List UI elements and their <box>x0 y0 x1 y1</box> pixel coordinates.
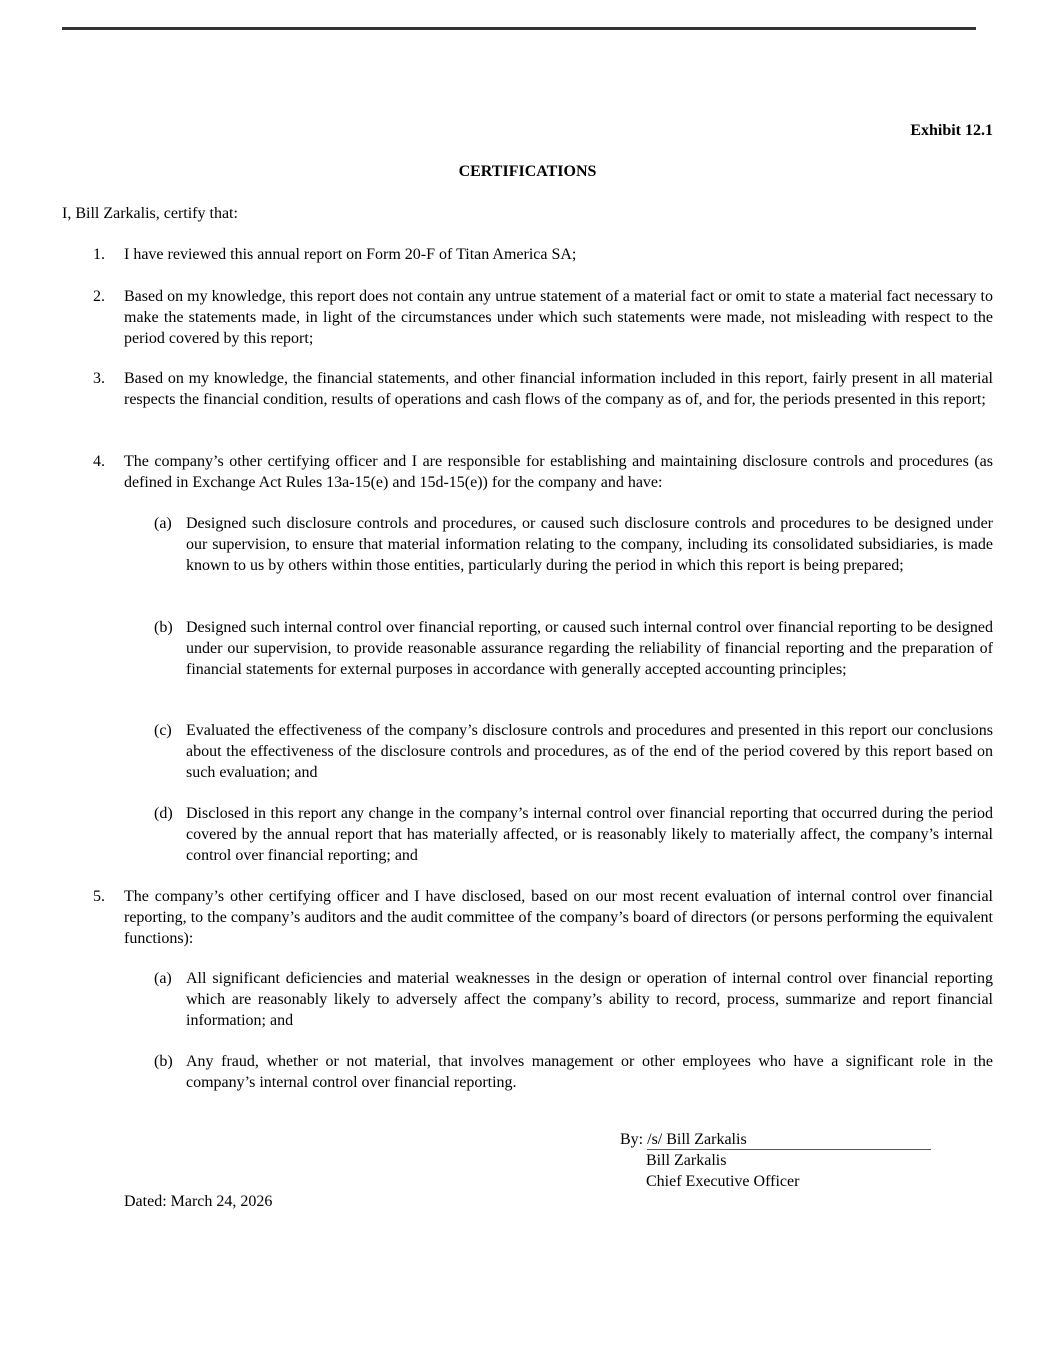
item-text: The company’s other certifying officer and I are responsible for establishing and maintaining disclosure controls and procedures (as defined in Exchange Act Rules 13a-15(e) and 15d-15(e)) for the company and have: <box>124 453 993 491</box>
item-text: The company’s other certifying officer and I have disclosed, based on our most recent evaluation of internal control over financial reporting, to the company’s auditors and the audit committee of the company’s board of directors (or persons performing the equivalent functions): <box>124 888 993 947</box>
subitem-4c <box>154 721 993 783</box>
top-divider <box>62 27 976 30</box>
item-text: I have reviewed this annual report on Form 20-F of Titan America SA; <box>124 246 577 263</box>
subitem-4b <box>154 618 993 680</box>
subitem-label: (a) <box>154 970 172 987</box>
subitem-text: Designed such internal control over financial reporting, or caused such internal control over financial reporting to be designed under our supervision, to provide reasonable assurance regarding the reliability of financial reporting and the preparation of financial statements for external purposes in accordance with generally accepted accounting principles; <box>186 619 993 678</box>
subitem-4d <box>154 804 993 866</box>
signatory-name: Bill Zarkalis <box>646 1152 727 1169</box>
item-number: 4. <box>93 453 105 470</box>
subitem-label: (b) <box>154 1053 173 1070</box>
item-text: Based on my knowledge, this report does not contain any untrue statement of a material fact or omit to state a material fact necessary to make the statements made, in light of the circumstances under which such statements were made, not misleading with respect to the period covered by this report; <box>124 288 993 347</box>
date-line: Dated: March 24, 2026 <box>124 1193 273 1210</box>
item-number: 5. <box>93 888 105 905</box>
subitem-5a <box>154 969 993 1031</box>
intro-statement: I, Bill Zarkalis, certify that: <box>62 205 238 222</box>
item-number: 3. <box>93 370 105 387</box>
subitem-text: Disclosed in this report any change in the company’s internal control over financial reporting that occurred during the period covered by the annual report that has materially affected, or is reasonably likely to materially affect, the company’s internal control over financial reporting; and <box>186 805 993 864</box>
certification-item-3 <box>93 369 993 411</box>
exhibit-number: Exhibit 12.1 <box>910 122 993 139</box>
item-text: Based on my knowledge, the financial statements, and other financial information included in this report, fairly present in all material respects the financial condition, results of operations and cash flows of the company as of, and for, the periods presented in this report; <box>124 370 993 408</box>
certification-item-1 <box>93 245 993 266</box>
subitem-5b <box>154 1052 993 1094</box>
certification-item-2 <box>93 287 993 349</box>
certification-item-4 <box>93 452 993 494</box>
subitem-text: Evaluated the effectiveness of the company’s disclosure controls and procedures and presented in this report our conclusions about the effectiveness of the disclosure controls and procedures, as of the end of the period covered by this report based on such evaluation; and <box>186 722 993 781</box>
item-number: 2. <box>93 288 105 305</box>
signature-by-label: By: <box>620 1131 644 1148</box>
item-number: 1. <box>93 246 105 263</box>
subitem-text: All significant deficiencies and material weaknesses in the design or operation of internal control over financial reporting which are reasonably likely to adversely affect the company’s ability to record, process, summarize and report financial information; and <box>186 970 993 1029</box>
subitem-4a <box>154 514 993 576</box>
subitem-text: Any fraud, whether or not material, that involves management or other employees who have a significant role in the company’s internal control over financial reporting. <box>186 1053 993 1091</box>
subitem-label: (a) <box>154 515 172 532</box>
document-title: CERTIFICATIONS <box>458 163 597 180</box>
signature-line <box>620 1130 931 1151</box>
subitem-label: (b) <box>154 619 173 636</box>
signature-field: /s/ Bill Zarkalis <box>647 1131 931 1150</box>
subitem-label: (c) <box>154 722 172 739</box>
certification-item-5 <box>93 887 993 949</box>
signatory-title: Chief Executive Officer <box>646 1173 800 1190</box>
subitem-label: (d) <box>154 805 173 822</box>
subitem-text: Designed such disclosure controls and procedures, or caused such disclosure controls and procedures to be designed under our supervision, to ensure that material information relating to the company, including its consolidated subsidiaries, is made known to us by others within those entities, particularly during the period in which this report is being prepared; <box>186 515 993 574</box>
